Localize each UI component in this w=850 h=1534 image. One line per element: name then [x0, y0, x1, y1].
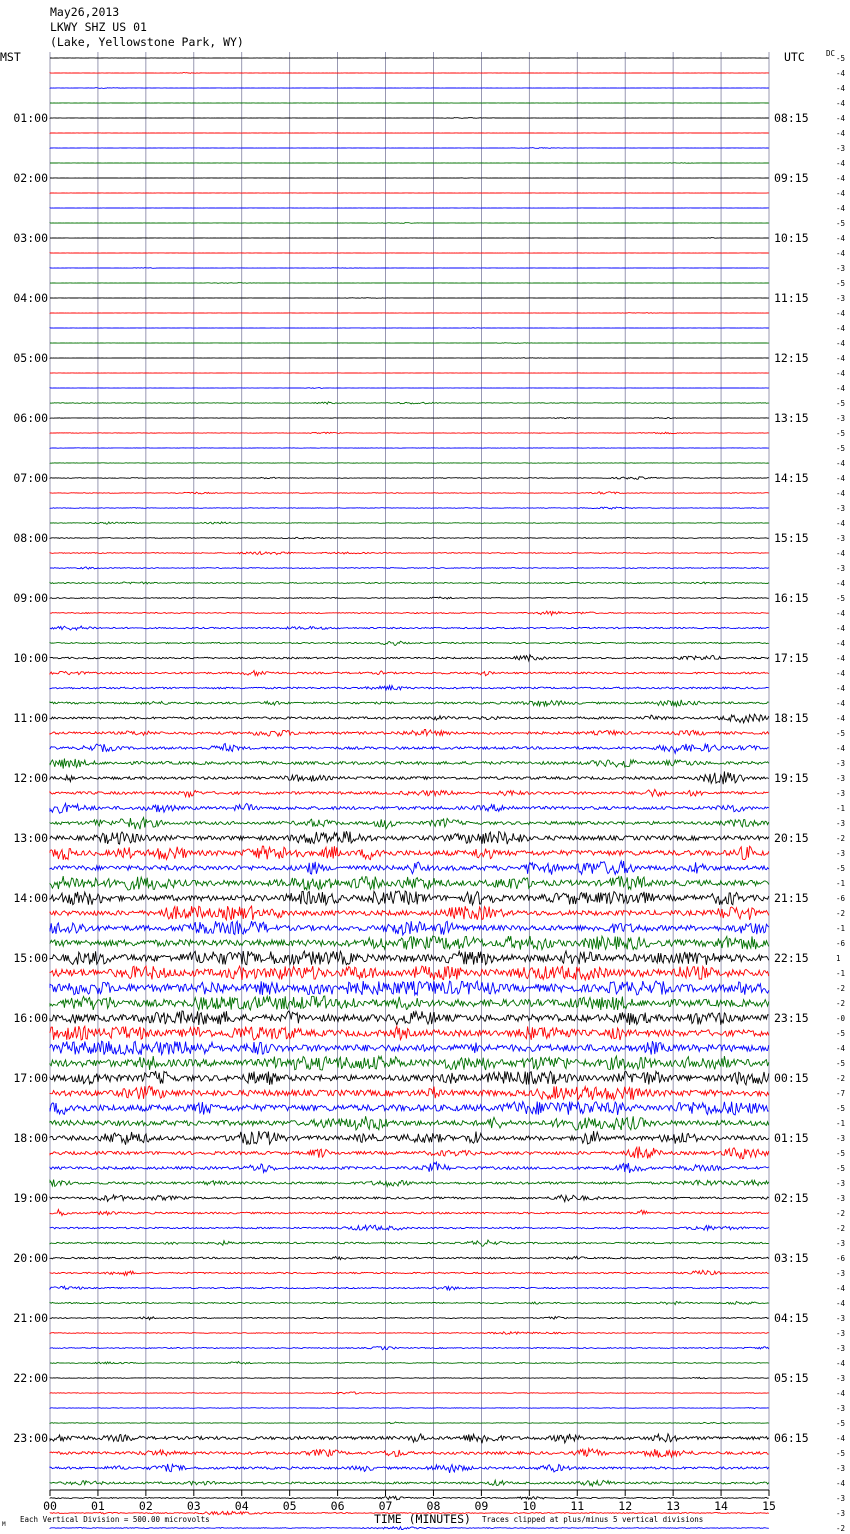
x-tick-label-03: 03 — [186, 1499, 201, 1513]
left-hour-label-6: 07:00 — [13, 471, 48, 485]
dc-offset-76: -3 — [836, 1194, 846, 1203]
trace-row-80 — [50, 1256, 769, 1259]
left-hour-labels — [13, 111, 48, 1445]
x-tick-label-00: 00 — [43, 1499, 57, 1513]
trace-row-23 — [50, 402, 769, 404]
right-hour-label-9: 17:15 — [774, 651, 809, 665]
trace-row-74 — [50, 1162, 769, 1173]
trace-row-65 — [50, 1026, 769, 1040]
dc-offset-96: -3 — [836, 1494, 846, 1503]
trace-row-16 — [50, 298, 769, 299]
left-hour-label-17: 18:00 — [13, 1131, 48, 1145]
dc-offset-9: -4 — [836, 189, 846, 198]
right-hour-label-22: 06:15 — [774, 1431, 809, 1445]
dc-offset-77: -2 — [836, 1209, 846, 1218]
dc-offset-35: -4 — [836, 579, 846, 588]
dc-offset-labels — [836, 54, 846, 1534]
right-hour-label-2: 10:15 — [774, 231, 809, 245]
right-hour-label-18: 02:15 — [774, 1191, 809, 1205]
dc-offset-53: -3 — [836, 849, 846, 858]
scale-note: Each Vertical Division = 500.00 microvolts — [20, 1515, 210, 1524]
dc-offset-52: -2 — [836, 834, 846, 843]
corner-mark: M — [2, 1521, 6, 1528]
trace-row-54 — [50, 861, 769, 875]
left-hour-label-20: 21:00 — [13, 1311, 48, 1325]
left-timezone-label: MST — [0, 50, 21, 64]
dc-offset-61: -1 — [836, 969, 846, 978]
left-hour-label-0: 01:00 — [13, 111, 48, 125]
left-hour-label-16: 17:00 — [13, 1071, 48, 1085]
dc-offset-36: -5 — [836, 594, 846, 603]
right-hour-label-11: 19:15 — [774, 771, 809, 785]
trace-row-35 — [50, 582, 769, 584]
trace-row-82 — [50, 1286, 769, 1290]
left-hour-label-22: 23:00 — [13, 1431, 48, 1445]
trace-row-37 — [50, 611, 769, 615]
dc-offset-34: -3 — [836, 564, 846, 573]
dc-offset-23: -5 — [836, 399, 846, 408]
trace-row-61 — [50, 966, 769, 980]
trace-row-36 — [50, 597, 769, 599]
trace-row-44 — [50, 714, 769, 723]
dc-offset-41: -4 — [836, 669, 846, 678]
dc-offset-87: -4 — [836, 1359, 846, 1368]
dc-offset-70: -5 — [836, 1104, 846, 1113]
dc-offset-48: -3 — [836, 774, 846, 783]
trace-row-51 — [50, 818, 769, 830]
dc-offset-85: -3 — [836, 1329, 846, 1338]
dc-offset-82: -4 — [836, 1284, 846, 1293]
trace-row-52 — [50, 831, 769, 844]
trace-row-1 — [50, 73, 769, 74]
left-hour-label-2: 03:00 — [13, 231, 48, 245]
dc-offset-94: -3 — [836, 1464, 846, 1473]
trace-row-68 — [50, 1071, 769, 1085]
dc-label: DC — [826, 49, 836, 58]
dc-offset-31: -4 — [836, 519, 846, 528]
trace-row-73 — [50, 1147, 769, 1159]
trace-row-6 — [50, 148, 769, 149]
dc-offset-6: -3 — [836, 144, 846, 153]
dc-offset-16: -3 — [836, 294, 846, 303]
dc-offset-14: -3 — [836, 264, 846, 273]
trace-row-20 — [50, 358, 769, 359]
trace-row-87 — [50, 1362, 769, 1365]
x-axis-label: TIME (MINUTES) — [374, 1512, 471, 1526]
x-axis-ticks — [43, 1490, 776, 1513]
dc-offset-73: -5 — [836, 1149, 846, 1158]
right-hour-label-14: 22:15 — [774, 951, 809, 965]
trace-row-15 — [50, 283, 769, 284]
trace-row-86 — [50, 1347, 769, 1350]
dc-offset-8: -4 — [836, 174, 846, 183]
x-tick-label-04: 04 — [234, 1499, 249, 1513]
left-hour-label-5: 06:00 — [13, 411, 48, 425]
left-hour-label-12: 13:00 — [13, 831, 48, 845]
dc-offset-74: -5 — [836, 1164, 846, 1173]
dc-offset-19: -4 — [836, 339, 846, 348]
trace-row-18 — [50, 328, 769, 329]
trace-row-76 — [50, 1195, 769, 1202]
chart-subtitle: (Lake, Yellowstone Park, WY) — [50, 35, 244, 49]
trace-row-94 — [50, 1464, 769, 1473]
dc-offset-71: -1 — [836, 1119, 846, 1128]
clip-note: Traces clipped at plus/minus 5 vertical divisions — [482, 1515, 704, 1524]
right-hour-label-8: 16:15 — [774, 591, 809, 605]
right-hour-label-21: 05:15 — [774, 1371, 809, 1385]
left-hour-label-11: 12:00 — [13, 771, 48, 785]
dc-offset-63: -2 — [836, 999, 846, 1008]
dc-offset-47: -3 — [836, 759, 846, 768]
dc-offset-88: -3 — [836, 1374, 846, 1383]
dc-offset-42: -4 — [836, 684, 846, 693]
dc-offset-55: -1 — [836, 879, 846, 888]
dc-offset-69: -7 — [836, 1089, 846, 1098]
trace-row-88 — [50, 1377, 769, 1378]
dc-offset-46: -4 — [836, 744, 846, 753]
chart-date: May26,2013 — [50, 5, 120, 19]
dc-offset-89: -4 — [836, 1389, 846, 1398]
left-hour-label-7: 08:00 — [13, 531, 48, 545]
trace-row-17 — [50, 313, 769, 314]
left-hour-label-4: 05:00 — [13, 351, 48, 365]
trace-row-38 — [50, 626, 769, 630]
dc-offset-67: -5 — [836, 1059, 846, 1068]
dc-offset-15: -5 — [836, 279, 846, 288]
trace-row-19 — [50, 343, 769, 344]
trace-row-96 — [50, 1496, 769, 1500]
trace-row-83 — [50, 1301, 769, 1304]
trace-row-71 — [50, 1116, 769, 1130]
trace-row-42 — [50, 686, 769, 691]
dc-offset-54: -5 — [836, 864, 846, 873]
trace-row-39 — [50, 641, 769, 645]
dc-offset-78: -2 — [836, 1224, 846, 1233]
right-hour-labels — [774, 111, 809, 1445]
trace-row-59 — [50, 936, 769, 950]
trace-row-50 — [50, 803, 769, 813]
dc-offset-10: -4 — [836, 204, 846, 213]
x-tick-label-14: 14 — [714, 1499, 728, 1513]
trace-row-75 — [50, 1180, 769, 1187]
dc-offset-60: 1 — [836, 954, 841, 963]
trace-row-11 — [50, 223, 769, 224]
trace-row-30 — [50, 507, 769, 509]
right-hour-label-15: 23:15 — [774, 1011, 809, 1025]
dc-offset-49: -3 — [836, 789, 846, 798]
dc-offset-29: -4 — [836, 489, 846, 498]
right-hour-label-3: 11:15 — [774, 291, 809, 305]
trace-row-41 — [50, 671, 769, 676]
trace-row-31 — [50, 522, 769, 524]
trace-row-77 — [50, 1210, 769, 1216]
right-hour-label-12: 20:15 — [774, 831, 809, 845]
trace-row-32 — [50, 537, 769, 539]
left-hour-label-3: 04:00 — [13, 291, 48, 305]
trace-row-2 — [50, 88, 769, 89]
trace-row-55 — [50, 876, 769, 890]
right-hour-label-10: 18:15 — [774, 711, 809, 725]
dc-offset-11: -5 — [836, 219, 846, 228]
x-tick-label-13: 13 — [666, 1499, 681, 1513]
dc-offset-13: -4 — [836, 249, 846, 258]
right-hour-label-4: 12:15 — [774, 351, 809, 365]
x-tick-label-09: 09 — [474, 1499, 489, 1513]
x-tick-label-12: 12 — [618, 1499, 633, 1513]
x-tick-label-07: 07 — [378, 1499, 393, 1513]
trace-row-7 — [50, 163, 769, 164]
trace-row-85 — [50, 1332, 769, 1335]
dc-offset-37: -4 — [836, 609, 846, 618]
dc-offset-95: -4 — [836, 1479, 846, 1488]
trace-row-72 — [50, 1131, 769, 1145]
dc-offset-30: -3 — [836, 504, 846, 513]
dc-offset-97: -3 — [836, 1509, 846, 1518]
dc-offset-51: -3 — [836, 819, 846, 828]
dc-offset-56: -6 — [836, 894, 846, 903]
right-hour-label-17: 01:15 — [774, 1131, 809, 1145]
trace-row-57 — [50, 906, 769, 920]
dc-offset-33: -4 — [836, 549, 846, 558]
dc-offset-38: -4 — [836, 624, 846, 633]
trace-row-91 — [50, 1422, 769, 1424]
x-tick-label-15: 15 — [762, 1499, 776, 1513]
trace-row-79 — [50, 1240, 769, 1246]
dc-offset-86: -3 — [836, 1344, 846, 1353]
trace-row-62 — [50, 981, 769, 995]
dc-offset-7: -4 — [836, 159, 846, 168]
dc-offset-84: -3 — [836, 1314, 846, 1323]
trace-row-22 — [50, 388, 769, 389]
dc-offset-80: -6 — [836, 1254, 846, 1263]
trace-row-78 — [50, 1225, 769, 1230]
trace-row-28 — [50, 477, 769, 480]
dc-offset-12: -4 — [836, 234, 846, 243]
dc-offset-66: -4 — [836, 1044, 846, 1053]
dc-offset-24: -3 — [836, 414, 846, 423]
dc-offset-3: -4 — [836, 99, 846, 108]
trace-row-25 — [50, 432, 769, 434]
dc-offset-32: -3 — [836, 534, 846, 543]
right-hour-label-13: 21:15 — [774, 891, 809, 905]
dc-offset-18: -4 — [836, 324, 846, 333]
left-hour-label-19: 20:00 — [13, 1251, 48, 1265]
dc-offset-81: -3 — [836, 1269, 846, 1278]
dc-offset-90: -3 — [836, 1404, 846, 1413]
trace-row-66 — [50, 1041, 769, 1055]
left-hour-label-10: 11:00 — [13, 711, 48, 725]
left-hour-label-1: 02:00 — [13, 171, 48, 185]
trace-rows — [50, 58, 769, 1534]
right-hour-label-5: 13:15 — [774, 411, 809, 425]
trace-row-49 — [50, 789, 769, 797]
x-tick-label-02: 02 — [138, 1499, 153, 1513]
left-hour-label-18: 19:00 — [13, 1191, 48, 1205]
chart-title: LKWY SHZ US 01 — [50, 20, 147, 34]
trace-row-89 — [50, 1392, 769, 1394]
trace-row-67 — [50, 1056, 769, 1070]
trace-row-58 — [50, 921, 769, 935]
trace-row-29 — [50, 492, 769, 494]
trace-row-4 — [50, 118, 769, 119]
trace-row-90 — [50, 1408, 769, 1409]
dc-offset-4: -4 — [836, 114, 846, 123]
trace-row-33 — [50, 552, 769, 555]
dc-offset-91: -5 — [836, 1419, 846, 1428]
dc-offset-44: -4 — [836, 714, 846, 723]
dc-offset-45: -5 — [836, 729, 846, 738]
trace-row-47 — [50, 759, 769, 769]
dc-offset-92: -4 — [836, 1434, 846, 1443]
trace-row-98 — [50, 1527, 769, 1530]
trace-row-60 — [50, 951, 769, 965]
trace-row-24 — [50, 418, 769, 419]
dc-offset-64: -0 — [836, 1014, 846, 1023]
trace-row-70 — [50, 1102, 769, 1115]
left-hour-label-15: 16:00 — [13, 1011, 48, 1025]
dc-offset-43: -4 — [836, 699, 846, 708]
trace-row-56 — [50, 891, 769, 905]
dc-offset-21: -4 — [836, 369, 846, 378]
dc-offset-0: -5 — [836, 54, 846, 63]
dc-offset-59: -6 — [836, 939, 846, 948]
dc-offset-17: -4 — [836, 309, 846, 318]
dc-offset-28: -4 — [836, 474, 846, 483]
dc-offset-25: -5 — [836, 429, 846, 438]
x-tick-label-01: 01 — [91, 1499, 105, 1513]
trace-row-53 — [50, 846, 769, 860]
trace-row-81 — [50, 1270, 769, 1275]
dc-offset-57: -2 — [836, 909, 846, 918]
x-tick-label-11: 11 — [570, 1499, 585, 1513]
trace-row-95 — [50, 1480, 769, 1486]
dc-offset-2: -4 — [836, 84, 846, 93]
dc-offset-5: -4 — [836, 129, 846, 138]
dc-offset-93: -5 — [836, 1449, 846, 1458]
trace-row-12 — [50, 238, 769, 239]
trace-row-40 — [50, 655, 769, 661]
right-hour-label-20: 04:15 — [774, 1311, 809, 1325]
dc-offset-40: -4 — [836, 654, 846, 663]
dc-offset-50: -1 — [836, 804, 846, 813]
dc-offset-26: -5 — [836, 444, 846, 453]
trace-row-14 — [50, 268, 769, 269]
dc-offset-22: -4 — [836, 384, 846, 393]
trace-row-45 — [50, 730, 769, 737]
trace-row-92 — [50, 1434, 769, 1444]
right-hour-label-1: 09:15 — [774, 171, 809, 185]
dc-offset-27: -4 — [836, 459, 846, 468]
trace-row-64 — [50, 1011, 769, 1025]
trace-row-93 — [50, 1449, 769, 1458]
trace-row-34 — [50, 567, 769, 569]
dc-offset-83: -4 — [836, 1299, 846, 1308]
right-hour-label-0: 08:15 — [774, 111, 809, 125]
trace-row-84 — [50, 1317, 769, 1320]
right-hour-label-7: 15:15 — [774, 531, 809, 545]
dc-offset-62: -2 — [836, 984, 846, 993]
dc-offset-75: -3 — [836, 1179, 846, 1188]
right-hour-label-16: 00:15 — [774, 1071, 809, 1085]
dc-offset-72: -3 — [836, 1134, 846, 1143]
left-hour-label-9: 10:00 — [13, 651, 48, 665]
dc-offset-39: -4 — [836, 639, 846, 648]
left-hour-label-13: 14:00 — [13, 891, 48, 905]
right-hour-label-6: 14:15 — [774, 471, 809, 485]
x-tick-label-08: 08 — [426, 1499, 441, 1513]
trace-row-46 — [50, 744, 769, 754]
dc-offset-98: -2 — [836, 1524, 846, 1533]
right-hour-label-19: 03:15 — [774, 1251, 809, 1265]
dc-offset-68: -2 — [836, 1074, 846, 1083]
x-tick-label-06: 06 — [330, 1499, 345, 1513]
x-tick-label-10: 10 — [522, 1499, 537, 1513]
trace-row-63 — [50, 996, 769, 1010]
right-timezone-label: UTC — [784, 50, 805, 64]
trace-row-69 — [50, 1086, 769, 1100]
x-tick-label-05: 05 — [282, 1499, 297, 1513]
left-hour-label-21: 22:00 — [13, 1371, 48, 1385]
dc-offset-58: -1 — [836, 924, 846, 933]
dc-offset-65: -5 — [836, 1029, 846, 1038]
left-hour-label-8: 09:00 — [13, 591, 48, 605]
left-hour-label-14: 15:00 — [13, 951, 48, 965]
dc-offset-20: -4 — [836, 354, 846, 363]
dc-offset-79: -3 — [836, 1239, 846, 1248]
trace-row-43 — [50, 700, 769, 706]
dc-offset-1: -4 — [836, 69, 846, 78]
trace-row-48 — [50, 771, 769, 784]
